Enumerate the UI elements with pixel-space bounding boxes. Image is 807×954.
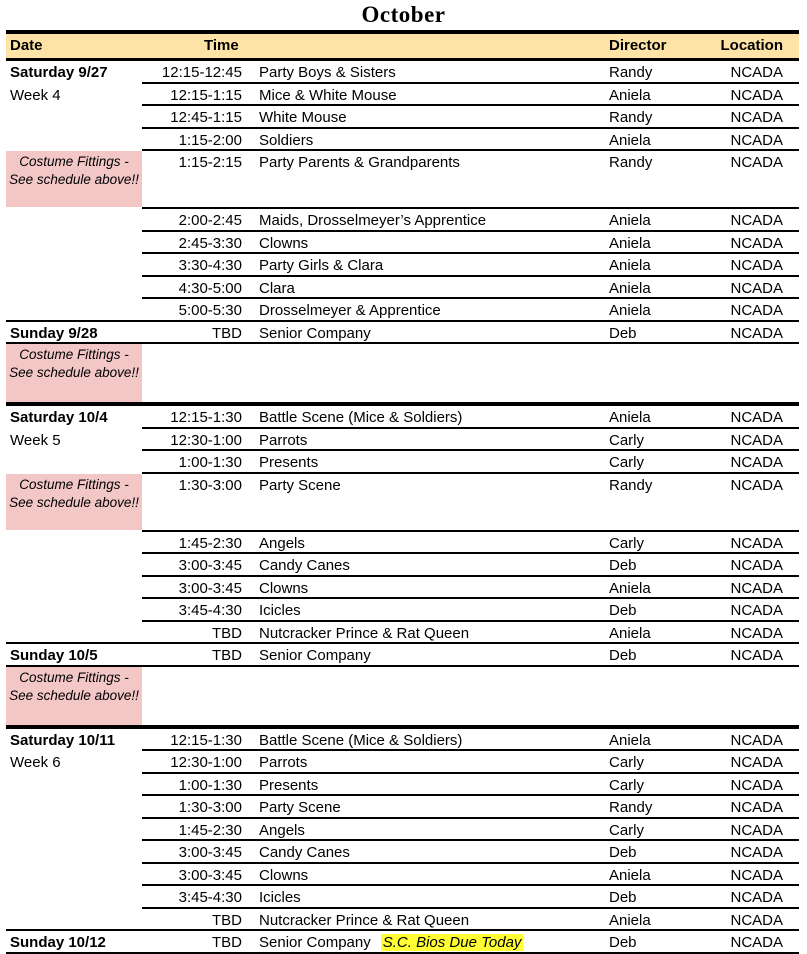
description-cell: Senior Company S.C. Bios Due Today [259,934,522,951]
director-cell: Aniela [609,86,651,104]
day-date: Saturday 10/4 [10,409,108,426]
day-group [6,406,799,644]
time-cell: 3:00-3:45 [178,844,242,861]
description-cell: Clara [259,279,295,297]
director-cell: Deb [609,647,637,664]
time-cell: 3:30-4:30 [178,257,242,274]
director-cell: Carly [609,754,645,771]
table-row [6,532,799,555]
table-row [6,61,799,84]
fitting-row [6,667,799,725]
location-cell: NCADA [730,302,783,319]
table-row [6,429,799,452]
director-cell: Aniela [609,279,651,297]
day-group [6,729,799,932]
description-cell: Nutcracker Prince & Rat Queen [259,911,470,929]
table-row [6,209,799,232]
location-cell: NCADA [730,911,783,929]
header-time: Time [204,37,239,54]
table-row [6,599,799,622]
location-cell: NCADA [730,234,783,252]
time-cell: 2:00-2:45 [178,212,242,229]
time-cell: 1:30-3:00 [178,799,242,816]
description-cell: Battle Scene (Mice & Soldiers) [259,731,463,749]
time-cell: 12:45-1:15 [170,109,242,126]
time-cell: 12:15-1:30 [170,731,242,749]
description-cell: Clowns [259,234,309,252]
time-cell: 3:00-3:45 [178,866,242,884]
description-cell: Candy Canes [259,557,350,574]
table-row [6,84,799,107]
director-cell: Deb [609,934,637,951]
location-cell: NCADA [730,754,783,771]
table-row [6,277,799,300]
description-cell: Senior Company [259,647,371,664]
location-cell: NCADA [730,454,783,471]
day-group [6,322,799,407]
director-cell: Aniela [609,731,651,749]
time-cell: TBD [212,911,242,929]
table-row [6,774,799,797]
description-cell: Drosselmeyer & Apprentice [259,302,441,319]
description-cell: Party Parents & Grandparents [259,154,460,171]
highlight-note: S.C. Bios Due Today [382,934,522,951]
table-row [6,729,799,752]
table-body [6,61,799,954]
table-row [6,322,799,345]
location-cell: NCADA [730,212,783,229]
location-cell: NCADA [730,154,783,171]
description-cell: Battle Scene (Mice & Soldiers) [259,409,463,426]
table-row [6,819,799,842]
location-cell: NCADA [730,431,783,449]
table-row [6,299,799,322]
table-header [6,30,799,61]
director-cell: Randy [609,799,653,816]
description-cell: Icicles [259,889,301,906]
location-cell: NCADA [730,866,783,884]
day-date: Sunday 10/12 [10,934,106,951]
description-cell: Mice & White Mouse [259,86,397,104]
time-cell: 3:00-3:45 [178,579,242,597]
table-row [6,474,799,532]
header-location: Location [720,37,783,54]
location-cell: NCADA [730,579,783,597]
day-group [6,644,799,729]
time-cell: 1:45-2:30 [178,821,242,839]
description-cell: White Mouse [259,109,347,126]
location-cell: NCADA [730,557,783,574]
day-group [6,931,799,954]
time-cell: TBD [212,647,242,664]
location-cell: NCADA [730,279,783,297]
table-row [6,909,799,932]
table-row [6,106,799,129]
location-cell: NCADA [730,257,783,274]
location-cell: NCADA [730,624,783,642]
location-cell: NCADA [730,731,783,749]
description-cell: Party Scene [259,476,341,494]
costume-fittings-note: Costume Fittings - See schedule above!! [6,151,142,207]
location-cell: NCADA [730,534,783,552]
director-cell: Randy [609,154,653,171]
location-cell: NCADA [730,109,783,126]
time-cell: 12:15-1:30 [170,409,242,426]
director-cell: Aniela [609,212,651,229]
table-row [6,232,799,255]
table-row [6,254,799,277]
time-cell: 12:30-1:00 [170,431,242,449]
director-cell: Aniela [609,234,651,252]
table-row [6,577,799,600]
time-cell: TBD [212,624,242,642]
director-cell: Carly [609,534,645,552]
director-cell: Randy [609,109,653,126]
director-cell: Aniela [609,302,651,319]
director-cell: Deb [609,557,637,574]
fitting-row [6,344,799,402]
description-cell: Parrots [259,431,308,449]
location-cell: NCADA [730,324,783,342]
table-row [6,451,799,474]
time-cell: 1:45-2:30 [178,534,242,552]
schedule-table [6,30,799,954]
day-date: Sunday 9/28 [10,324,98,342]
time-cell: 1:30-3:00 [178,476,242,494]
director-cell: Aniela [609,866,651,884]
director-cell: Carly [609,776,645,794]
location-cell: NCADA [730,889,783,906]
director-cell: Carly [609,821,645,839]
description-cell: Presents [259,776,319,794]
time-cell: 2:45-3:30 [178,234,242,252]
director-cell: Aniela [609,131,651,149]
description-cell: Candy Canes [259,844,350,861]
location-cell: NCADA [730,776,783,794]
day-date: Saturday 10/11 [10,731,116,749]
description-cell: Maids, Drosselmeyer’s Apprentice [259,212,487,229]
director-cell: Carly [609,454,645,471]
table-row [6,129,799,152]
location-cell: NCADA [730,409,783,426]
time-cell: 12:15-1:15 [170,86,242,104]
time-cell: 1:15-2:15 [178,154,242,171]
time-cell: 12:15-12:45 [161,64,242,81]
director-cell: Aniela [609,409,651,426]
table-row [6,931,799,954]
description-cell: Party Girls & Clara [259,257,384,274]
director-cell: Aniela [609,257,651,274]
table-row [6,554,799,577]
day-group [6,61,799,322]
description-cell: Senior Company [259,324,371,342]
table-row [6,151,799,209]
table-row [6,406,799,429]
day-date: Sunday 10/5 [10,647,98,664]
director-cell: Randy [609,476,653,494]
director-cell: Deb [609,889,637,906]
description-cell: Soldiers [259,131,314,149]
header-director: Director [609,37,667,54]
location-cell: NCADA [730,821,783,839]
director-cell: Aniela [609,911,651,929]
table-row [6,841,799,864]
week-label: Week 6 [10,754,61,771]
costume-fittings-note: Costume Fittings - See schedule above!! [6,474,142,530]
description-cell: Party Scene [259,799,341,816]
location-cell: NCADA [730,476,783,494]
description-cell: Angels [259,821,305,839]
costume-fittings-note: Costume Fittings - See schedule above!! [6,344,142,402]
row-divider [6,952,799,954]
time-cell: 12:30-1:00 [170,754,242,771]
time-cell: 4:30-5:00 [178,279,242,297]
table-row [6,796,799,819]
time-cell: 3:45-4:30 [178,889,242,906]
description-cell: Angels [259,534,305,552]
location-cell: NCADA [730,86,783,104]
day-date: Saturday 9/27 [10,64,108,81]
week-label: Week 5 [10,431,61,449]
page-title: October [361,2,446,27]
time-cell: 5:00-5:30 [178,302,242,319]
director-cell: Deb [609,602,637,619]
director-cell: Deb [609,844,637,861]
location-cell: NCADA [730,844,783,861]
costume-fittings-note: Costume Fittings - See schedule above!! [6,667,142,725]
description-cell: Parrots [259,754,308,771]
location-cell: NCADA [730,131,783,149]
table-row [6,751,799,774]
time-cell: 1:15-2:00 [178,131,242,149]
location-cell: NCADA [730,934,783,951]
time-cell: TBD [212,934,242,951]
time-cell: 3:00-3:45 [178,557,242,574]
location-cell: NCADA [730,64,783,81]
director-cell: Randy [609,64,653,81]
director-cell: Deb [609,324,637,342]
location-cell: NCADA [730,602,783,619]
director-cell: Aniela [609,624,651,642]
time-cell: 1:00-1:30 [178,776,242,794]
description-cell: Presents [259,454,319,471]
location-cell: NCADA [730,799,783,816]
location-cell: NCADA [730,647,783,664]
header-date: Date [10,37,43,54]
time-cell: TBD [212,324,242,342]
description-cell: Clowns [259,579,309,597]
director-cell: Carly [609,431,645,449]
table-row [6,886,799,909]
table-row [6,644,799,667]
description-cell: Clowns [259,866,309,884]
table-row [6,864,799,887]
description-cell: Nutcracker Prince & Rat Queen [259,624,470,642]
week-label: Week 4 [10,86,61,104]
time-cell: 3:45-4:30 [178,602,242,619]
description-cell: Icicles [259,602,301,619]
description-cell: Party Boys & Sisters [259,64,396,81]
director-cell: Aniela [609,579,651,597]
table-row [6,622,799,645]
time-cell: 1:00-1:30 [178,454,242,471]
